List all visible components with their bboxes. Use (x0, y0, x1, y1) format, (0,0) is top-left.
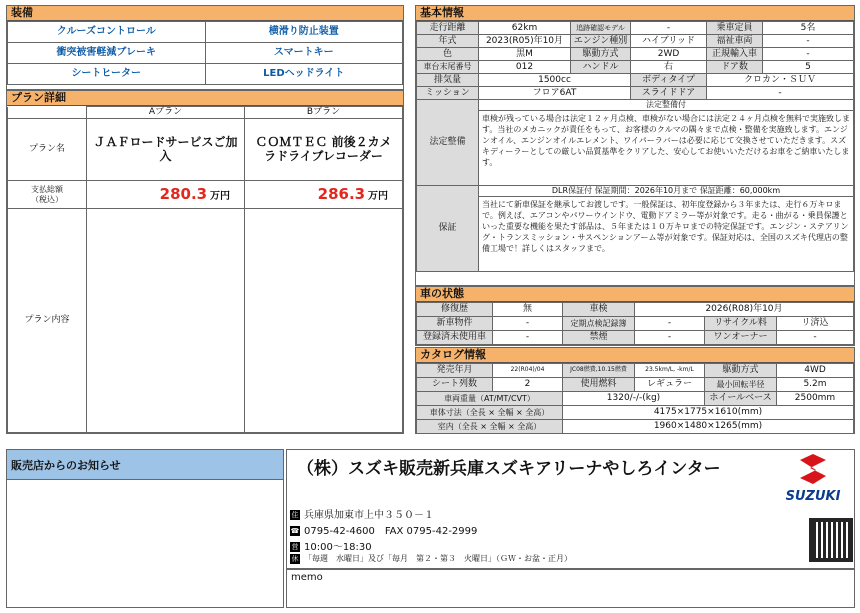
spec-value: 5名 (763, 22, 854, 35)
phone-icon: ☎ (290, 527, 300, 535)
spec-label: 追跡確認モデル (571, 22, 631, 35)
cat-label: 駆動方式 (705, 364, 777, 378)
cat-value: 22(R04)/04 (493, 364, 563, 378)
plan-a-name: ＪＡＦロードサービスご加入 (87, 119, 245, 181)
cat-label: 車体寸法（全長 × 全幅 × 全高） (417, 406, 563, 420)
suzuki-logo-text: SUZUKI (785, 489, 841, 504)
plan-table (7, 106, 403, 433)
cond-label: リサイクル料 (705, 317, 777, 331)
phone-row (290, 522, 477, 537)
shop-name: （株）スズキ販売新兵庫スズキアリーナやしろインター (297, 459, 721, 479)
address-icon: 住 (291, 511, 299, 519)
basic-info-section (415, 5, 855, 286)
phone-text: 0795-42-4600 FAX 0795-42-2999 (304, 526, 478, 537)
warranty-label: 保証 (417, 186, 479, 272)
plan-b-price: 286.3 万円 (245, 181, 403, 209)
equip-item: 横滑り防止装置 (205, 22, 403, 43)
cat-label: ホイールベース (705, 392, 777, 406)
spec-label: スライドドア (631, 87, 707, 100)
spec-label: 福祉車両 (707, 35, 763, 48)
catalog-section (415, 347, 855, 434)
warranty-title: DLR保証付 保証期間：2026年10月まで 保証距離：60,000km (479, 186, 853, 197)
equipment-header: 装備 (7, 6, 403, 21)
equipment-table (7, 21, 403, 85)
cond-label: 新車物件 (417, 317, 493, 331)
spec-label: 色 (417, 48, 479, 61)
cond-value: リ済込 (777, 317, 854, 331)
plan-content-label: プラン内容 (8, 209, 87, 433)
hours-icon: 営 (291, 543, 299, 551)
plan-name-label: プラン名 (8, 119, 87, 181)
spec-label: 車台末尾番号 (417, 61, 479, 74)
warranty-text: 当社にて新車保証を継承してお渡しです。一般保証は、初年度登録から３年または、走行６万キロまで。例えば、エアコンやパワーウインドウ、電動ドアミラー等が対象です。走る・曲がる・乗員保護といった重要な機能を果たす部品は、５年または１０万キロまでの特定保証です。エンジン・ステアリング・トランスミッション・サスペンションアーム等が対象です。保証対応は、全国のスズキ代理店の整備工場で！詳しくはスタッフまで。 (482, 200, 849, 253)
spec-label: ミッション (417, 87, 479, 100)
spec-label: エンジン種別 (571, 35, 631, 48)
spec-label: 駆動方式 (571, 48, 631, 61)
cond-value: 2026(R08)年10月 (635, 303, 854, 317)
cat-value: 2 (493, 378, 563, 392)
spec-label: 走行距離 (417, 22, 479, 35)
spec-label: 正規輸入車 (707, 48, 763, 61)
cat-value: 4175×1775×1610(mm) (563, 406, 854, 420)
equip-item: スマートキー (205, 43, 403, 64)
maintenance-text: 車検が残っている場合は法定１２ヶ月点検、車検がない場合には法定２４ヶ月点検を無料で実施致します。当社のメカニックが責任をもって、お客様のクルマの隅々まで点検・整備を実施致します。エンジンオイル、エンジンオイルエレメント、ワイパーラバーは必要に応じて交換させていただきます。スズキディーラーとしての厳しい品質基準をクリアした、安心してお使いいただけるお車をご納車いたします。 (482, 114, 850, 167)
cat-label: 最小回転半径 (705, 378, 777, 392)
cat-label: 車両重量（AT/MT/CVT） (417, 392, 563, 406)
spec-label: ドア数 (707, 61, 763, 74)
address-row (290, 506, 434, 521)
cat-value: 2500mm (777, 392, 854, 406)
warranty-cell (479, 186, 854, 272)
cat-label: 発売年月 (417, 364, 493, 378)
spec-label: 乗車定員 (707, 22, 763, 35)
basic-info-table (416, 21, 854, 272)
spec-value: 2WD (631, 48, 707, 61)
cond-label: 禁煙 (563, 331, 635, 345)
spec-label: 排気量 (417, 74, 479, 87)
cat-value: 23.5km/L, -km/L (635, 364, 705, 378)
plan-section (6, 90, 404, 434)
plan-a-price: 280.3 万円 (87, 181, 245, 209)
cat-label: シート列数 (417, 378, 493, 392)
maintenance-label: 法定整備 (417, 100, 479, 186)
condition-header: 車の状態 (416, 287, 854, 302)
cat-value: 5.2m (777, 378, 854, 392)
cond-label: 定期点検記録簿 (563, 317, 635, 331)
hours-row (290, 538, 372, 553)
price-label: 支払総額 （税込） (8, 181, 87, 209)
equip-item: LEDヘッドライト (205, 64, 403, 85)
catalog-header: カタログ情報 (416, 348, 854, 363)
spec-value: 右 (631, 61, 707, 74)
spec-label: ボディタイプ (631, 74, 707, 87)
cond-value: 無 (493, 303, 563, 317)
spec-value: 012 (479, 61, 571, 74)
suzuki-logo (777, 452, 849, 504)
cat-label: 室内（全長 × 全幅 × 全高） (417, 420, 563, 434)
hours-text: 10:00〜18:30 (304, 542, 372, 553)
cat-value: レギュラー (635, 378, 705, 392)
cond-label: 車検 (563, 303, 635, 317)
spec-value: 1500cc (479, 74, 631, 87)
spec-value: 2023(R05)年10月 (479, 35, 571, 48)
cond-value: - (777, 331, 854, 345)
qr-code-icon (809, 518, 853, 562)
holiday-text: 「毎週 水曜日」及び「毎月 第２・第３ 火曜日」（ＧＷ・お盆・正月） (304, 554, 572, 563)
address-text: 兵庫県加東市上中３５０－１ (304, 510, 434, 521)
equip-item: 衝突被害軽減ブレーキ (8, 43, 206, 64)
holiday-icon: 休 (291, 554, 299, 563)
maintenance-title: 法定整備付 (479, 100, 853, 111)
spec-value: - (763, 35, 854, 48)
condition-table (416, 302, 854, 345)
spec-value: 5 (763, 61, 854, 74)
notice-header: 販売店からのお知らせ (7, 450, 283, 480)
equip-item: クルーズコントロール (8, 22, 206, 43)
cat-value: 1960×1480×1265(mm) (563, 420, 854, 434)
catalog-table (416, 363, 854, 434)
equipment-section (6, 5, 404, 90)
plan-b-content (245, 209, 403, 433)
spec-value: - (707, 87, 854, 100)
plan-a-content (87, 209, 245, 433)
basic-info-header: 基本情報 (416, 6, 854, 21)
condition-section (415, 286, 855, 346)
cat-value: 1320/-/-(kg) (563, 392, 705, 406)
memo-label: memo (291, 572, 323, 583)
cond-value: - (635, 331, 705, 345)
memo-box[interactable] (286, 569, 855, 608)
spec-value: 62km (479, 22, 571, 35)
plan-a-heading: Aプラン (87, 107, 245, 119)
plan-b-name: ＣＯＭＴＥＣ 前後２カメラドライブレコーダー (245, 119, 403, 181)
cond-value: - (493, 317, 563, 331)
maintenance-cell (479, 100, 854, 186)
spec-label: 年式 (417, 35, 479, 48)
spec-value: - (763, 48, 854, 61)
cat-label: 使用燃料 (563, 378, 635, 392)
spec-value: ハイブリッド (631, 35, 707, 48)
cat-value: 4WD (777, 364, 854, 378)
cond-label: ワンオーナー (705, 331, 777, 345)
plan-b-heading: Bプラン (245, 107, 403, 119)
cond-label: 登録済未使用車 (417, 331, 493, 345)
cat-label: JC08燃費,10.15燃費 (563, 364, 635, 378)
spec-value: 黒M (479, 48, 571, 61)
plan-header: プラン詳細 (7, 91, 403, 106)
spec-value: クロカン・ＳＵＶ (707, 74, 854, 87)
holiday-row (290, 553, 572, 564)
equip-item: シートヒーター (8, 64, 206, 85)
spec-value: フロア6AT (479, 87, 631, 100)
cond-label: 修復歴 (417, 303, 493, 317)
notice-section (6, 449, 284, 608)
suzuki-s-icon (796, 452, 830, 486)
spec-label: ハンドル (571, 61, 631, 74)
cond-value: - (635, 317, 705, 331)
spec-value: - (631, 22, 707, 35)
cond-value: - (493, 331, 563, 345)
